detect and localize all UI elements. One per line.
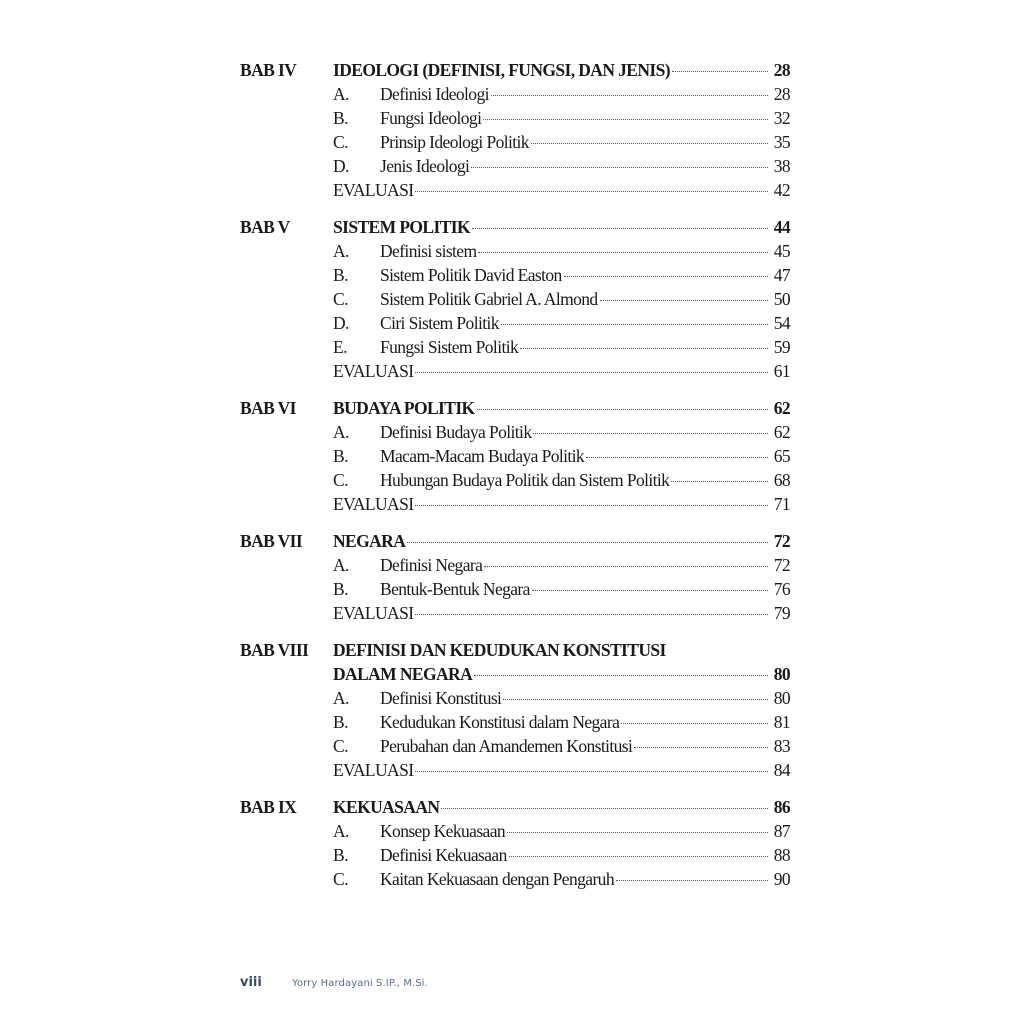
entry-page-number: 80 (773, 688, 790, 708)
toc-entry[interactable] (240, 867, 790, 891)
entry-page-number: 87 (773, 821, 790, 841)
toc-entry[interactable] (240, 444, 790, 468)
entry-title: Fungsi Sistem Politik (380, 337, 519, 357)
chapter-title-cell (333, 396, 790, 420)
entry-page-number: 90 (773, 869, 790, 889)
entry-cell (333, 178, 790, 202)
entry-letter: A. (333, 821, 349, 841)
dot-leader (478, 251, 768, 253)
dot-leader (441, 807, 768, 809)
toc-entry[interactable] (240, 335, 790, 359)
dot-leader (415, 770, 768, 772)
dot-leader (501, 323, 768, 325)
toc-entry[interactable] (240, 553, 790, 577)
toc-entry-evaluasi[interactable] (240, 601, 790, 625)
entry-cell (333, 287, 790, 311)
toc-entry[interactable] (240, 420, 790, 444)
entry-letter: C. (333, 869, 348, 889)
chapter-title: DEFINISI DAN KEDUDUKAN KONSTITUSI (333, 640, 666, 660)
dot-leader (415, 613, 768, 615)
entry-page-number: 65 (773, 446, 790, 466)
toc-entry[interactable] (240, 130, 790, 154)
chapter-number: BAB VII (240, 531, 303, 551)
entry-page-number: 68 (773, 470, 790, 490)
evaluasi-page-number: 61 (773, 361, 790, 381)
entry-title: Definisi Budaya Politik (380, 422, 532, 442)
entry-cell (333, 553, 790, 577)
entry-letter: B. (333, 579, 348, 599)
entry-title: Ciri Sistem Politik (380, 313, 499, 333)
entry-cell (333, 710, 790, 734)
entry-cell (333, 263, 790, 287)
entry-title: Definisi Konstitusi (380, 688, 502, 708)
evaluasi-title: EVALUASI (333, 494, 414, 514)
evaluasi-page-number: 42 (773, 180, 790, 200)
chapter-page-number: 62 (773, 398, 790, 418)
entry-letter: B. (333, 265, 348, 285)
entry-title: Macam-Macam Budaya Politik (380, 446, 585, 466)
dot-leader (484, 565, 768, 567)
entry-title: Sistem Politik David Easton (380, 265, 562, 285)
entry-cell (333, 686, 790, 710)
dot-leader (532, 589, 768, 591)
dot-leader (415, 190, 768, 192)
chapter-page-number: 80 (773, 664, 790, 684)
chapter-number: BAB VIII (240, 640, 309, 660)
entry-cell (333, 106, 790, 130)
toc-entry[interactable] (240, 82, 790, 106)
toc-entry[interactable] (240, 287, 790, 311)
evaluasi-title: EVALUASI (333, 361, 414, 381)
entry-title: Definisi sistem (380, 241, 477, 261)
table-of-contents (240, 58, 790, 904)
evaluasi-page-number: 84 (773, 760, 790, 780)
chapter-heading-row[interactable] (240, 638, 790, 662)
entry-letter: A. (333, 688, 349, 708)
entry-page-number: 62 (773, 422, 790, 442)
entry-title: Bentuk-Bentuk Negara (380, 579, 530, 599)
entry-cell (333, 130, 790, 154)
dot-leader (621, 722, 768, 724)
footer-author: Yorry Hardayani S.IP., M.Si. (292, 978, 428, 989)
entry-title: Jenis Ideologi (380, 156, 470, 176)
dot-leader (671, 480, 768, 482)
chapter-title: KEKUASAAN (333, 797, 440, 817)
chapter-title: NEGARA (333, 531, 406, 551)
entry-letter: A. (333, 422, 349, 442)
chapter-title-cell (333, 662, 790, 686)
chapter-title: DALAM NEGARA (333, 664, 473, 684)
toc-chapter (240, 638, 790, 782)
chapter-heading-row[interactable] (240, 396, 790, 420)
chapter-heading-row[interactable] (240, 662, 790, 686)
dot-leader (634, 746, 768, 748)
chapter-title-cell (333, 58, 790, 82)
chapter-title: SISTEM POLITIK (333, 217, 470, 237)
entry-page-number: 35 (773, 132, 790, 152)
toc-chapter (240, 215, 790, 383)
evaluasi-title: EVALUASI (333, 180, 414, 200)
entry-page-number: 59 (773, 337, 790, 357)
toc-entry[interactable] (240, 710, 790, 734)
evaluasi-title: EVALUASI (333, 760, 414, 780)
chapter-title-cell (333, 795, 790, 819)
entry-cell (333, 758, 790, 782)
entry-letter: C. (333, 736, 348, 756)
evaluasi-page-number: 79 (773, 603, 790, 623)
dot-leader (472, 227, 768, 229)
dot-leader (491, 94, 768, 96)
chapter-heading-row[interactable] (240, 215, 790, 239)
toc-entry[interactable] (240, 819, 790, 843)
entry-cell (333, 843, 790, 867)
entry-page-number: 72 (773, 555, 790, 575)
entry-cell (333, 819, 790, 843)
entry-cell (333, 82, 790, 106)
toc-entry[interactable] (240, 734, 790, 758)
entry-title: Definisi Ideologi (380, 84, 489, 104)
entry-letter: C. (333, 289, 348, 309)
toc-entry[interactable] (240, 106, 790, 130)
toc-entry[interactable] (240, 263, 790, 287)
chapter-page-number: 44 (773, 217, 790, 237)
toc-chapter (240, 58, 790, 202)
dot-leader (672, 70, 768, 72)
toc-entry[interactable] (240, 577, 790, 601)
entry-title: Konsep Kekuasaan (380, 821, 506, 841)
dot-leader (474, 674, 768, 676)
dot-leader (509, 855, 768, 857)
dot-leader (564, 275, 768, 277)
entry-page-number: 38 (773, 156, 790, 176)
toc-chapter (240, 795, 790, 891)
entry-page-number: 28 (773, 84, 790, 104)
entry-letter: A. (333, 555, 349, 575)
entry-title: Fungsi Ideologi (380, 108, 482, 128)
dot-leader (415, 371, 768, 373)
entry-cell (333, 335, 790, 359)
entry-title: Kaitan Kekuasaan dengan Pengaruh (380, 869, 614, 889)
entry-cell (333, 359, 790, 383)
dot-leader (507, 831, 768, 833)
dot-leader (471, 166, 768, 168)
chapter-page-number: 72 (773, 531, 790, 551)
entry-title: Definisi Negara (380, 555, 483, 575)
chapter-title-cell (333, 529, 790, 553)
footer-page-number: viii (240, 975, 262, 990)
toc-entry[interactable] (240, 843, 790, 867)
chapter-heading-row[interactable] (240, 529, 790, 553)
dot-leader (477, 408, 768, 410)
entry-title: Hubungan Budaya Politik dan Sistem Politik (380, 470, 670, 490)
entry-cell (333, 492, 790, 516)
chapter-number: BAB V (240, 217, 290, 237)
chapter-title: IDEOLOGI (DEFINISI, FUNGSI, DAN JENIS) (333, 60, 670, 80)
entry-page-number: 88 (773, 845, 790, 865)
toc-entry[interactable] (240, 311, 790, 335)
entry-page-number: 81 (773, 712, 790, 732)
entry-letter: B. (333, 108, 348, 128)
toc-entry-evaluasi[interactable] (240, 359, 790, 383)
dot-leader (415, 504, 768, 506)
entry-page-number: 83 (773, 736, 790, 756)
chapter-title-cell (333, 215, 790, 239)
dot-leader (520, 347, 768, 349)
entry-page-number: 50 (773, 289, 790, 309)
entry-title: Perubahan dan Amandemen Konstitusi (380, 736, 633, 756)
toc-entry-evaluasi[interactable] (240, 758, 790, 782)
chapter-heading-row[interactable] (240, 58, 790, 82)
chapter-page-number: 28 (773, 60, 790, 80)
entry-letter: A. (333, 84, 349, 104)
toc-entry-evaluasi[interactable] (240, 178, 790, 202)
chapter-number: BAB IX (240, 797, 297, 817)
toc-chapter (240, 529, 790, 625)
entry-page-number: 76 (773, 579, 790, 599)
entry-letter: C. (333, 470, 348, 490)
dot-leader (600, 299, 768, 301)
entry-title: Sistem Politik Gabriel A. Almond (380, 289, 598, 309)
entry-letter: D. (333, 156, 349, 176)
chapter-title-cell (333, 638, 790, 662)
chapter-heading-row[interactable] (240, 795, 790, 819)
entry-title: Prinsip Ideologi Politik (380, 132, 529, 152)
entry-cell (333, 420, 790, 444)
entry-cell (333, 444, 790, 468)
chapter-number: BAB VI (240, 398, 296, 418)
entry-letter: B. (333, 712, 348, 732)
entry-letter: A. (333, 241, 349, 261)
entry-cell (333, 154, 790, 178)
entry-page-number: 47 (773, 265, 790, 285)
entry-cell (333, 239, 790, 263)
dot-leader (586, 456, 768, 458)
entry-cell (333, 601, 790, 625)
toc-entry-evaluasi[interactable] (240, 492, 790, 516)
dot-leader (407, 541, 768, 543)
entry-letter: D. (333, 313, 349, 333)
toc-chapter (240, 396, 790, 516)
dot-leader (616, 879, 768, 881)
chapter-title: BUDAYA POLITIK (333, 398, 475, 418)
entry-letter: B. (333, 446, 348, 466)
entry-title: Definisi Kekuasaan (380, 845, 507, 865)
entry-cell (333, 577, 790, 601)
chapter-page-number: 86 (773, 797, 790, 817)
evaluasi-title: EVALUASI (333, 603, 414, 623)
entry-letter: C. (333, 132, 348, 152)
entry-letter: E. (333, 337, 347, 357)
dot-leader (483, 118, 768, 120)
toc-entry[interactable] (240, 686, 790, 710)
entry-page-number: 32 (773, 108, 790, 128)
toc-entry[interactable] (240, 239, 790, 263)
entry-page-number: 45 (773, 241, 790, 261)
dot-leader (531, 142, 768, 144)
entry-cell (333, 867, 790, 891)
dot-leader (533, 432, 768, 434)
toc-entry[interactable] (240, 468, 790, 492)
entry-title: Kedudukan Konstitusi dalam Negara (380, 712, 620, 732)
entry-cell (333, 468, 790, 492)
page-footer (240, 975, 428, 990)
dot-leader (503, 698, 768, 700)
toc-entry[interactable] (240, 154, 790, 178)
entry-cell (333, 311, 790, 335)
chapter-number: BAB IV (240, 60, 297, 80)
entry-cell (333, 734, 790, 758)
entry-letter: B. (333, 845, 348, 865)
entry-page-number: 54 (773, 313, 790, 333)
evaluasi-page-number: 71 (773, 494, 790, 514)
